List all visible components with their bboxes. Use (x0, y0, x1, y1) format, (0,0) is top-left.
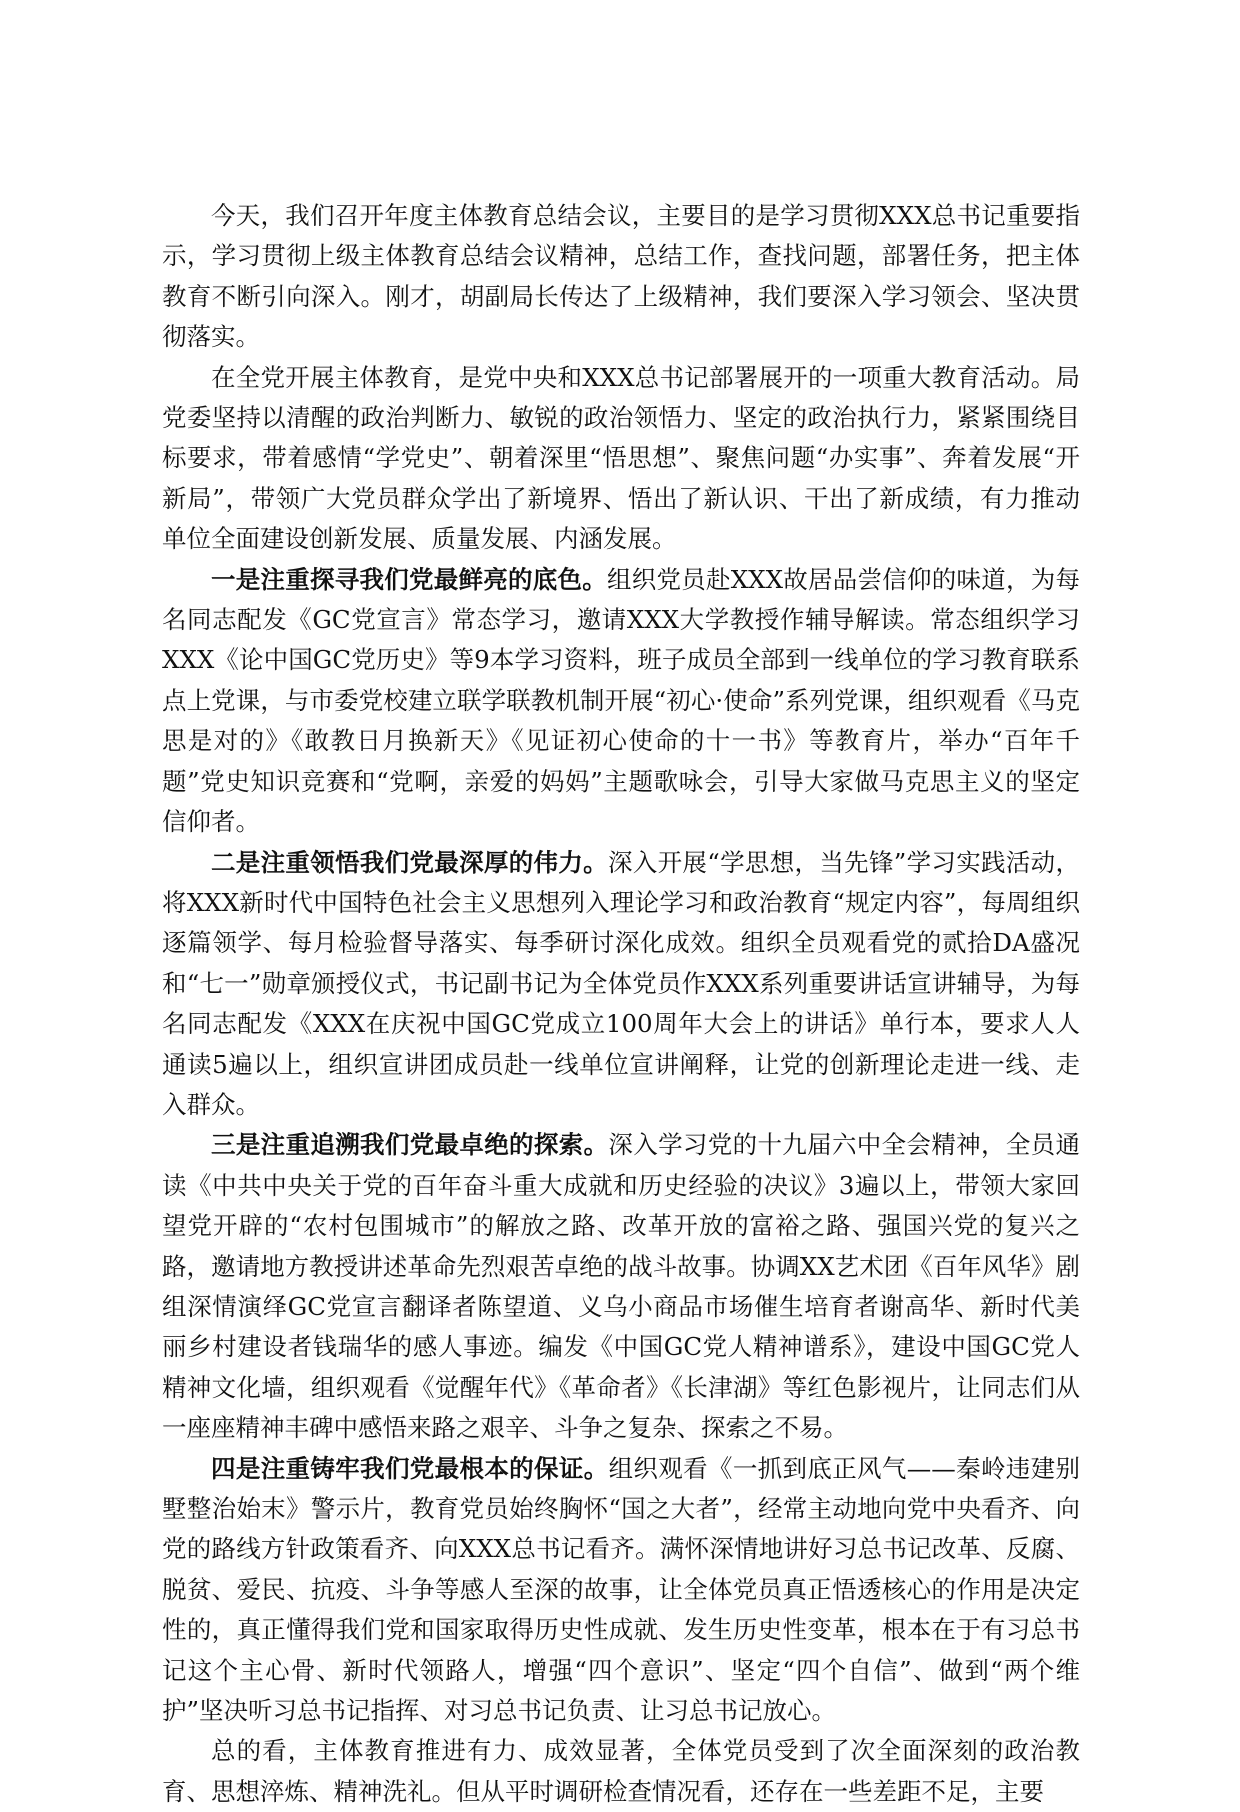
paragraph-lead: 四是注重铸牢我们党最根本的保证。 (211, 1453, 609, 1483)
paragraph-text: 总的看，主体教育推进有力、成效显著，全体党员受到了次全面深刻的政治教育、思想淬炼、精神洗礼。但从平时调研检查情况看，还存在一些差距不足，主要 (162, 1736, 1080, 1806)
paragraph-point-two (162, 843, 1080, 1126)
paragraph-text: 深入开展“学思想，当先锋”学习实践活动，将XXX新时代中国特色社会主义思想列入理论学习和政治教育“规定内容”，每周组织逐篇领学、每月检验督导落实、每季研讨深化成效。组织全员观看党的贰拾DA盛况和“七一”勋章颁授仪式，书记副书记为全体党员作XXX系列重要讲话宣讲辅导，为每名同志配发《XXX在庆祝中国GC党成立100周年大会上的讲话》单行本，要求人人通读5遍以上，组织宣讲团成员赴一线单位宣讲阐释，让党的创新理论走进一线、走入群众。 (162, 847, 1080, 1119)
paragraph-text: 组织观看《一抓到底正风气——秦岭违建别墅整治始末》警示片，教育党员始终胸怀“国之大者”，经常主动地向党中央看齐、向党的路线方针政策看齐、向XXX总书记看齐。满怀深情地讲好习总书记改革、反腐、脱贫、爱民、抗疫、斗争等感人至深的故事，让全体党员真正悟透核心的作用是决定性的，真正懂得我们党和国家取得历史性成就、发生历史性变革，根本在于有习总书记这个主心骨、新时代领路人，增强“四个意识”、坚定“四个自信”、做到“两个维护”坚决听习总书记指挥、对习总书记负责、让习总书记放心。 (162, 1453, 1081, 1726)
paragraph-point-four (162, 1449, 1080, 1732)
paragraph-opening (162, 196, 1080, 358)
paragraph-lead: 一是注重探寻我们党最鲜亮的底色。 (211, 564, 607, 594)
paragraph-lead: 三是注重追溯我们党最卓绝的探索。 (211, 1130, 609, 1160)
paragraph-text: 深入学习党的十九届六中全会精神，全员通读《中共中央关于党的百年奋斗重大成就和历史经验的决议》3遍以上，带领大家回望党开辟的“农村包围城市”的解放之路、改革开放的富裕之路、强国兴党的复兴之路，邀请地方教授讲述革命先烈艰苦卓绝的战斗故事。协调XX艺术团《百年风华》剧组深情演绎GC党宣言翻译者陈望道、义乌小商品市场催生培育者谢高华、新时代美丽乡村建设者钱瑞华的感人事迹。编发《中国GC党人精神谱系》，建设中国GC党人精神文化墙，组织观看《觉醒年代》《革命者》《长津湖》等红色影视片，让同志们从一座座精神丰碑中感悟来路之艰辛、斗争之复杂、探索之不易。 (162, 1130, 1081, 1443)
paragraph-point-one (162, 560, 1080, 843)
paragraph-overview (162, 358, 1080, 560)
paragraph-summary (162, 1731, 1080, 1812)
paragraph-point-three (162, 1125, 1080, 1448)
paragraph-text: 在全党开展主体教育，是党中央和XXX总书记部署展开的一项重大教育活动。局党委坚持以清醒的政治判断力、敏锐的政治领悟力、坚定的政治执行力，紧紧围绕目标要求，带着感情“学党史”、朝着深里“悟思想”、聚焦问题“办实事”、奔着发展“开新局”，带领广大党员群众学出了新境界、悟出了新认识、干出了新成绩，有力推动单位全面建设创新发展、质量发展、内涵发展。 (162, 362, 1080, 554)
document-body (162, 196, 1080, 1812)
paragraph-text: 组织党员赴XXX故居品尝信仰的味道，为每名同志配发《GC党宣言》常态学习，邀请XXX大学教授作辅导解读。常态组织学习XXX《论中国GC党历史》等9本学习资料，班子成员全部到一线单位的学习教育联系点上党课，与市委党校建立联学联教机制开展“初心·使命”系列党课，组织观看《马克思是对的》《敢教日月换新天》《见证初心使命的十一书》等教育片，举办“百年千题”党史知识竞赛和“党啊，亲爱的妈妈”主题歌咏会，引导大家做马克思主义的坚定信仰者。 (162, 564, 1081, 837)
paragraph-text: 今天，我们召开年度主体教育总结会议，主要目的是学习贯彻XXX总书记重要指示，学习贯彻上级主体教育总结会议精神，总结工作，查找问题，部署任务，把主体教育不断引向深入。刚才，胡副局长传达了上级精神，我们要深入学习领会、坚决贯彻落实。 (162, 201, 1080, 352)
paragraph-lead: 二是注重领悟我们党最深厚的伟力。 (211, 847, 608, 877)
